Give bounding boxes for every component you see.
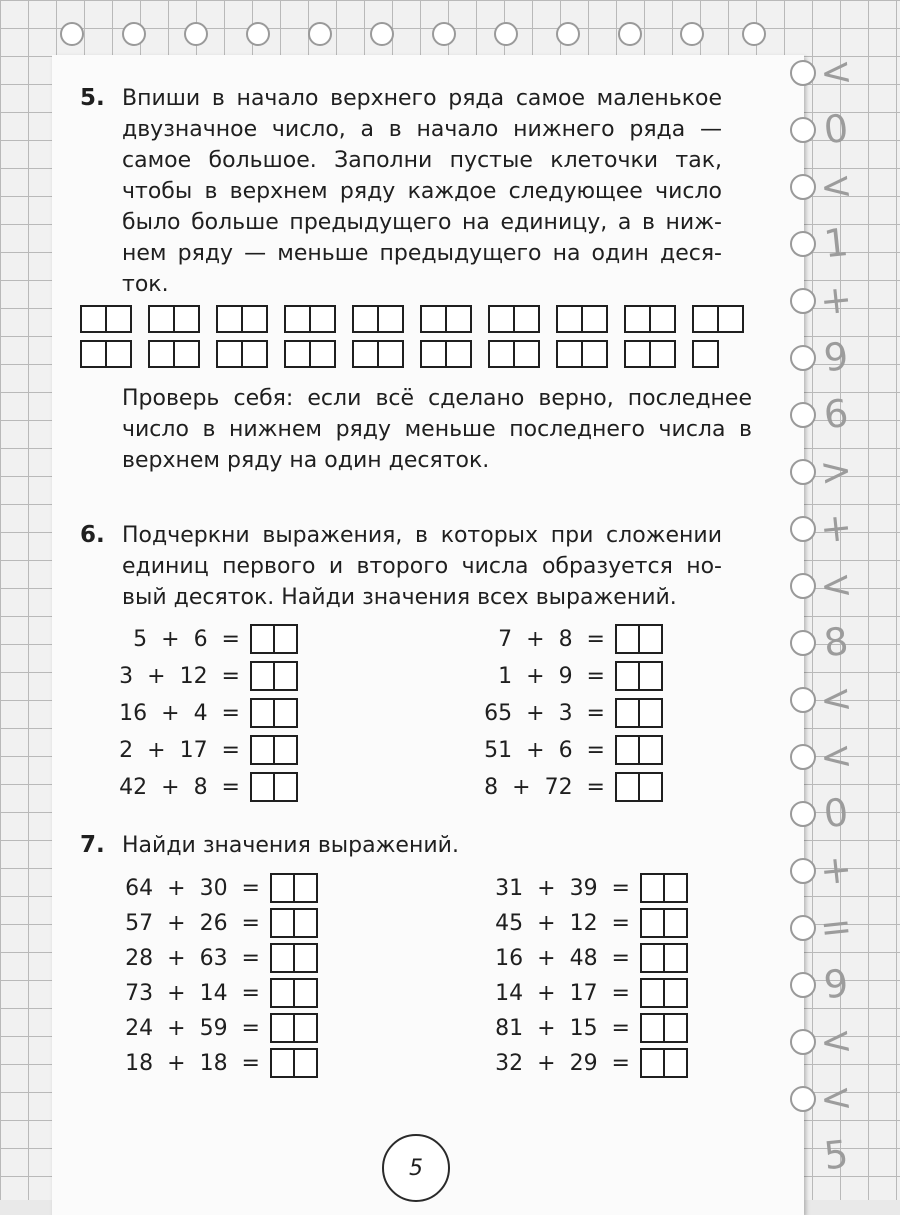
- answer-box[interactable]: [488, 305, 538, 333]
- answer-box[interactable]: [352, 340, 402, 368]
- expression-text: 31 + 39 =: [495, 875, 630, 901]
- answer-box[interactable]: [624, 305, 674, 333]
- margin-glyph: +: [817, 504, 855, 552]
- margin-glyph: 9: [821, 960, 851, 1008]
- task-5-text: [122, 83, 722, 300]
- expression-text: 8 + 72 =: [484, 774, 605, 800]
- expression: [480, 1047, 686, 1079]
- answer-box[interactable]: [352, 305, 402, 333]
- expression-text: 57 + 26 =: [125, 910, 260, 936]
- expression: [110, 942, 316, 974]
- answer-box[interactable]: [148, 305, 198, 333]
- answer-box[interactable]: [640, 908, 686, 938]
- spiral-hole: [680, 22, 704, 46]
- margin-math-symbols: [818, 50, 858, 1200]
- expression: [480, 977, 686, 1009]
- expression: [110, 623, 296, 655]
- spiral-hole: [122, 22, 146, 46]
- spiral-hole: [432, 22, 456, 46]
- answer-box[interactable]: [250, 698, 296, 728]
- expression: [470, 623, 661, 655]
- answer-box[interactable]: [488, 340, 538, 368]
- spiral-hole: [790, 174, 816, 200]
- answer-box[interactable]: [270, 978, 316, 1008]
- margin-glyph: 6: [821, 390, 851, 438]
- expression-text: 16 + 48 =: [495, 945, 630, 971]
- spiral-hole: [790, 1029, 816, 1055]
- expression: [110, 697, 296, 729]
- answer-box[interactable]: [80, 340, 130, 368]
- spiral-hole: [790, 459, 816, 485]
- expression-text: 32 + 29 =: [495, 1050, 630, 1076]
- answer-box[interactable]: [692, 305, 742, 333]
- spiral-hole: [790, 858, 816, 884]
- expression-text: 45 + 12 =: [495, 910, 630, 936]
- text-line: самое большое. Заполни пустые клеточки так,: [122, 148, 722, 173]
- answer-box[interactable]: [270, 943, 316, 973]
- spiral-hole: [308, 22, 332, 46]
- spiral-hole: [790, 573, 816, 599]
- spiral-hole: [790, 1086, 816, 1112]
- answer-box[interactable]: [640, 1013, 686, 1043]
- task-6-number: 6.: [80, 522, 105, 548]
- answer-box[interactable]: [80, 305, 130, 333]
- margin-glyph: 5: [821, 1131, 851, 1179]
- text-line: верхнем ряду на один десяток.: [122, 448, 490, 473]
- spiral-hole: [790, 60, 816, 86]
- expression: [110, 1047, 316, 1079]
- expression: [470, 734, 661, 766]
- answer-box[interactable]: [250, 772, 296, 802]
- answer-box[interactable]: [216, 340, 266, 368]
- task-7-title: Найди значения выражений.: [122, 833, 459, 858]
- margin-glyph: 9: [821, 333, 851, 381]
- answer-box[interactable]: [420, 305, 470, 333]
- expression: [470, 771, 661, 803]
- answer-box[interactable]: [692, 340, 717, 368]
- expression: [470, 660, 661, 692]
- spiral-hole: [790, 801, 816, 827]
- expression-text: 7 + 8 =: [498, 626, 605, 652]
- answer-box[interactable]: [556, 305, 606, 333]
- spiral-hole: [790, 117, 816, 143]
- page-number: 5: [382, 1134, 450, 1202]
- expression-text: 1 + 9 =: [498, 663, 605, 689]
- answer-box[interactable]: [615, 772, 661, 802]
- spiral-hole: [790, 402, 816, 428]
- expression-text: 14 + 17 =: [495, 980, 630, 1006]
- task-5-number: 5.: [80, 85, 105, 111]
- margin-glyph: +: [817, 276, 855, 324]
- spiral-hole: [790, 630, 816, 656]
- expression: [110, 872, 316, 904]
- answer-box[interactable]: [640, 978, 686, 1008]
- answer-box[interactable]: [640, 873, 686, 903]
- expression-text: 64 + 30 =: [125, 875, 260, 901]
- text-line: Впиши в начало верхнего ряда самое маленькое: [122, 86, 722, 111]
- expression: [110, 734, 296, 766]
- answer-box[interactable]: [250, 735, 296, 765]
- expression: [470, 697, 661, 729]
- spiral-hole: [370, 22, 394, 46]
- answer-box[interactable]: [270, 908, 316, 938]
- expression: [110, 1012, 316, 1044]
- answer-box[interactable]: [640, 1048, 686, 1078]
- text-line: единиц первого и второго числа образуется но-: [122, 554, 722, 579]
- margin-glyph: +: [817, 846, 855, 894]
- margin-glyph: <: [817, 162, 855, 210]
- spiral-hole: [246, 22, 270, 46]
- answer-box[interactable]: [556, 340, 606, 368]
- spiral-hole: [790, 231, 816, 257]
- answer-box[interactable]: [250, 661, 296, 691]
- answer-box[interactable]: [615, 661, 661, 691]
- spiral-hole: [556, 22, 580, 46]
- spiral-hole: [60, 22, 84, 46]
- answer-box[interactable]: [615, 735, 661, 765]
- expression-text: 51 + 6 =: [484, 737, 605, 763]
- expression: [480, 1012, 686, 1044]
- expression-text: 73 + 14 =: [125, 980, 260, 1006]
- answer-box[interactable]: [640, 943, 686, 973]
- expression-text: 65 + 3 =: [484, 700, 605, 726]
- margin-glyph: <: [817, 1017, 855, 1065]
- margin-glyph: 8: [821, 618, 851, 666]
- answer-box[interactable]: [615, 698, 661, 728]
- spiral-hole: [790, 288, 816, 314]
- expression-text: 5 + 6 =: [133, 626, 240, 652]
- answer-box[interactable]: [148, 340, 198, 368]
- answer-box[interactable]: [284, 305, 334, 333]
- text-line: число в нижнем ряду меньше последнего числа в: [122, 417, 752, 442]
- spiral-hole: [184, 22, 208, 46]
- text-line: ток.: [122, 272, 169, 297]
- text-line: было больше предыдущего на единицу, а в ниж-: [122, 210, 722, 235]
- margin-glyph: 1: [821, 219, 851, 267]
- spiral-hole: [790, 915, 816, 941]
- expression-text: 3 + 12 =: [119, 663, 240, 689]
- answer-box[interactable]: [420, 340, 470, 368]
- answer-box[interactable]: [615, 624, 661, 654]
- margin-glyph: <: [817, 561, 855, 609]
- answer-box[interactable]: [270, 1013, 316, 1043]
- text-line: чтобы в верхнем ряду каждое следующее число: [122, 179, 722, 204]
- answer-box[interactable]: [250, 624, 296, 654]
- answer-box[interactable]: [270, 1048, 316, 1078]
- expression-text: 42 + 8 =: [119, 774, 240, 800]
- margin-glyph: 0: [821, 105, 851, 153]
- spiral-hole: [494, 22, 518, 46]
- expression-text: 24 + 59 =: [125, 1015, 260, 1041]
- expression-text: 16 + 4 =: [119, 700, 240, 726]
- margin-glyph: <: [817, 48, 855, 96]
- spiral-hole: [790, 744, 816, 770]
- text-line: двузначное число, а в начало нижнего ряда —: [122, 117, 722, 142]
- margin-glyph: <: [817, 1074, 855, 1122]
- spiral-hole: [742, 22, 766, 46]
- expression-text: 28 + 63 =: [125, 945, 260, 971]
- margin-glyph: =: [817, 903, 855, 951]
- task-6-text: [122, 520, 722, 613]
- expression-text: 2 + 17 =: [119, 737, 240, 763]
- text-line: нем ряду — меньше предыдущего на один деся-: [122, 241, 722, 266]
- answer-box[interactable]: [216, 305, 266, 333]
- spiral-hole: [618, 22, 642, 46]
- expression: [480, 872, 686, 904]
- text-line: Проверь себя: если всё сделано верно, последнее: [122, 386, 752, 411]
- margin-glyph: >: [817, 447, 855, 495]
- spiral-holes-top: [60, 22, 800, 52]
- spiral-hole: [790, 972, 816, 998]
- spiral-hole: [790, 345, 816, 371]
- text-line: вый десяток. Найди значения всех выражений.: [122, 585, 677, 610]
- expression-text: 18 + 18 =: [125, 1050, 260, 1076]
- text-line: Подчеркни выражения, в которых при сложении: [122, 523, 722, 548]
- margin-glyph: 0: [821, 789, 851, 837]
- answer-box[interactable]: [270, 873, 316, 903]
- expression: [110, 771, 296, 803]
- self-check-text: [122, 383, 752, 476]
- expression: [480, 907, 686, 939]
- task-7-number: 7.: [80, 832, 105, 858]
- expression: [480, 942, 686, 974]
- expression: [110, 977, 316, 1009]
- answer-box[interactable]: [624, 340, 674, 368]
- spiral-hole: [790, 516, 816, 542]
- spiral-hole: [790, 687, 816, 713]
- answer-box[interactable]: [284, 340, 334, 368]
- expression: [110, 660, 296, 692]
- margin-glyph: <: [817, 675, 855, 723]
- margin-glyph: <: [817, 732, 855, 780]
- expression: [110, 907, 316, 939]
- expression-text: 81 + 15 =: [495, 1015, 630, 1041]
